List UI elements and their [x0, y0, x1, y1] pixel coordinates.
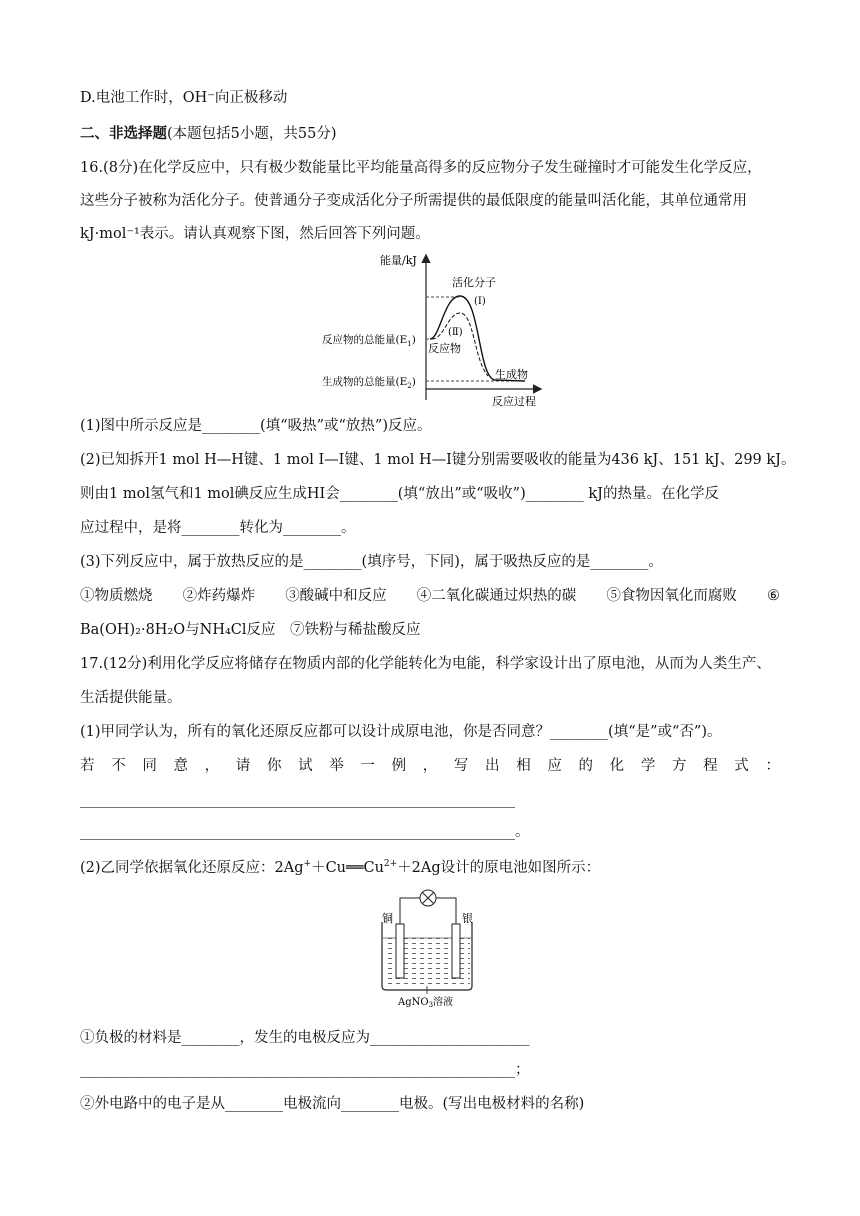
option-4: ④二氧化碳通过炽热的碳 — [416, 588, 577, 604]
label-curve-1: (Ⅰ) — [474, 296, 486, 307]
label-products: 生成物 — [495, 368, 528, 381]
option-1: ①物质燃烧 — [80, 588, 153, 604]
y-axis-label: 能量/kJ — [380, 254, 417, 267]
section-heading-note: (本题包括5小题，共55分) — [167, 126, 337, 142]
x-axis-label: 反应过程 — [492, 395, 536, 408]
spread-char: ： — [765, 758, 780, 774]
q16-intro-line3: kJ·mol⁻¹表示。请认真观察下图，然后回答下列问题。 — [80, 226, 430, 242]
q16-part2-line3: 应过程中，是将________转化为________。 — [80, 520, 356, 536]
label-e2: 生成物的总能量$(E_2)$ — [322, 376, 416, 390]
spread-char: 你 — [266, 758, 282, 774]
section-heading-title: 二、非选择题 — [80, 125, 167, 142]
option-3: ③酸碱中和反应 — [285, 588, 387, 604]
spread-char: 程 — [703, 758, 718, 774]
label-activated: 活化分子 — [452, 276, 496, 289]
spread-char: 方 — [671, 758, 687, 774]
q16-part2-line1: (2)已知拆开1 mol H—H键、1 mol I—I键、1 mol H—I键分别需要吸收的能量为436 kJ、151 kJ、299 kJ。 — [80, 452, 796, 468]
q16-part3-options — [80, 586, 780, 606]
q16-part3-line3: Ba(OH)₂·8H₂O与NH₄Cl反应 ⑦铁粉与稀盐酸反应 — [80, 622, 421, 638]
superscript-2plus: 2+ — [383, 859, 398, 870]
q17-part2-a-line2: ____________________________________________________________； — [80, 1062, 530, 1078]
q17-intro-line2: 生活提供能量。 — [80, 690, 182, 706]
spread-char: 写 — [453, 758, 469, 774]
lamp-icon — [420, 890, 436, 906]
spread-char: 例 — [391, 758, 407, 774]
spread-char: 应 — [547, 758, 562, 774]
spread-char: 学 — [640, 758, 656, 774]
spread-char: 式 — [734, 758, 749, 774]
q16-part2-line2: 则由1 mol氢气和1 mol碘反应生成HI会________(填“放出”或“吸收”)________ kJ的热量。在化学反 — [80, 486, 719, 502]
spread-char: 意 — [173, 758, 188, 774]
energy-diagram — [320, 250, 550, 410]
label-curve-2: (Ⅱ) — [448, 327, 463, 338]
q17-intro-line1: 17.(12分)利用化学反应将储存在物质内部的化学能转化为电能，科学家设计出了原电池，从而为人类生产、 — [80, 656, 771, 672]
label-copper: 铜 — [382, 912, 393, 925]
spread-char: 相 — [516, 758, 531, 774]
q17-part2-b: ②外电路中的电子是从________电极流向________电极。(写出电极材料的名称) — [80, 1096, 585, 1112]
q17-part2-a-line1: ①负极的材料是________，发生的电极反应为______________________ — [80, 1030, 530, 1046]
q15-option-d: D.电池工作时，OH⁻向正极移动 — [80, 90, 288, 106]
spread-char: 出 — [485, 758, 500, 774]
wire — [400, 898, 420, 924]
q17-part2-intro — [80, 858, 780, 878]
spread-char: 不 — [111, 758, 126, 774]
q17-part1-line2 — [80, 756, 780, 776]
option-2: ②炸药爆炸 — [182, 588, 256, 604]
label-silver: 银 — [462, 912, 473, 925]
q17-part1-line1: (1)甲同学认为，所有的氧化还原反应都可以设计成原电池，你是否同意？________(填“是”或“否”)。 — [80, 724, 722, 740]
q16-part3-line1: (3)下列反应中，属于放热反应的是________(填序号，下同)，属于吸热反应的是________。 — [80, 554, 663, 570]
equation-part: ＋2Ag设计的原电池如图所示： — [397, 860, 601, 876]
spread-char: 试 — [298, 758, 313, 774]
label-solution: AgNO$_3$溶液 — [398, 997, 454, 1008]
label-reactants: 反应物 — [428, 342, 461, 355]
q16-intro-line1: 16.(8分)在化学反应中，只有极少数能量比平均能量高得多的反应物分子发生碰撞时才可能发生化学反应， — [80, 160, 762, 176]
answer-blank-line-2: ____________________________________________________________。 — [80, 824, 530, 840]
spread-char: 的 — [578, 758, 593, 774]
q16-intro-line2: 这些分子被称为活化分子。使普通分子变成活化分子所需提供的最低限度的能量叫活化能，其单位通常用 — [80, 193, 747, 209]
equation-part: ＋Cu══Cu — [311, 860, 384, 876]
spread-char: 同 — [142, 758, 157, 774]
equation-part: (2)乙同学依据氧化还原反应：2Ag — [80, 860, 304, 876]
superscript-plus: + — [303, 859, 312, 870]
option-6-marker: ⑥ — [766, 588, 780, 604]
copper-electrode — [396, 924, 404, 978]
spread-char: 若 — [80, 758, 95, 774]
option-5: ⑤食物因氧化而腐败 — [606, 588, 737, 604]
spread-char: 化 — [609, 758, 625, 774]
spread-char: ， — [422, 758, 438, 774]
section-heading — [80, 124, 780, 144]
label-e1: 反应物的总能量$(E_1)$ — [322, 334, 416, 348]
silver-electrode — [452, 924, 460, 978]
q16-part1: (1)图中所示反应是________(填“吸热”或“放热”)反应。 — [80, 418, 432, 434]
spread-char: 一 — [360, 758, 375, 774]
spread-char: 请 — [235, 758, 251, 774]
galvanic-cell-diagram — [372, 886, 482, 1008]
answer-blank-line-1: ____________________________________________________________ — [80, 792, 515, 808]
spread-char: ， — [204, 758, 220, 774]
wire — [436, 898, 456, 924]
spread-char: 举 — [329, 758, 344, 774]
